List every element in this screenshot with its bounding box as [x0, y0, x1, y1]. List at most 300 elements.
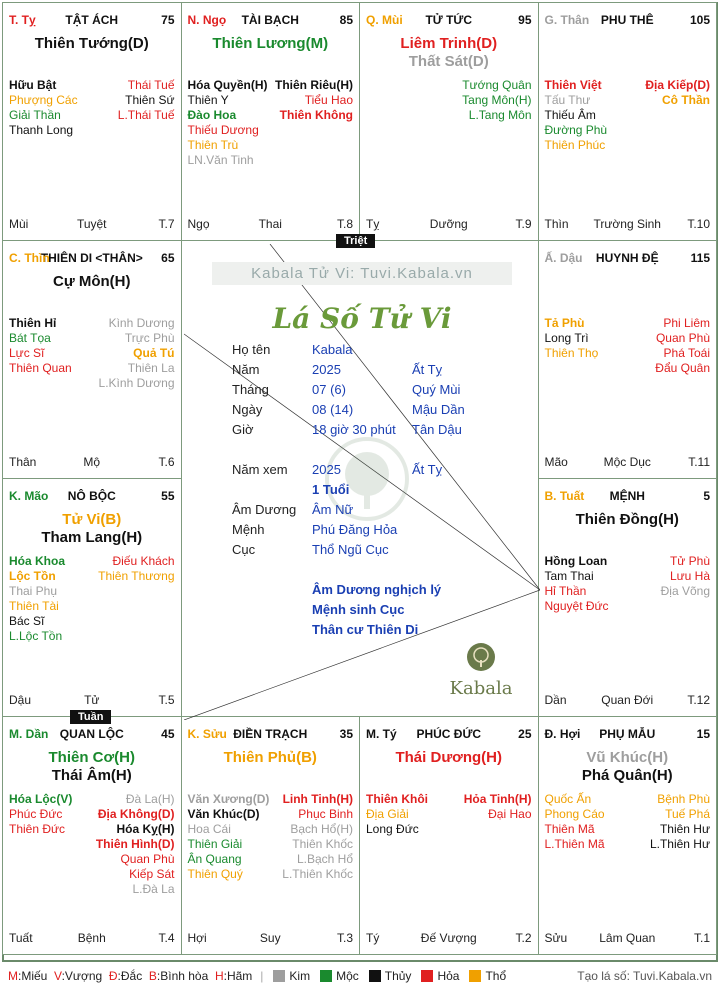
footer-period: T.1: [693, 931, 710, 945]
brand-name: Kabala: [449, 678, 513, 699]
star-right: Thiên Sứ: [125, 93, 175, 107]
star-right: Quan Phù: [655, 331, 710, 345]
palace-footer: [188, 931, 354, 946]
legend-bar: M:Miếu V:Vượng Đ:Đắc B:Bình hòa H:Hãm | Kim Mộc Thủy Hỏa Thổ Tạo lá số: Tuvi.Kabala.vn: [8, 969, 712, 983]
palace-footer: [545, 931, 711, 946]
star-right: Thiên Hình(D): [95, 837, 175, 851]
palace-header: [545, 727, 711, 743]
palace-cell-dan[interactable]: [2, 716, 182, 955]
star-left: Địa Giải: [366, 807, 409, 821]
footer-stage: Tuyệt: [76, 217, 107, 231]
star-left: Phong Cáo: [544, 807, 605, 821]
branch-label: T. Tỵ: [9, 13, 36, 27]
gio-value: 18 giờ 30 phút: [312, 422, 396, 437]
branch-label: Q. Mùi: [366, 13, 403, 27]
star-left: Tấu Thư: [544, 93, 591, 107]
palace-name: PHÚC ĐỨC: [416, 727, 482, 741]
main-star-secondary: Phá Quân(H): [581, 767, 673, 784]
star-row: [188, 93, 354, 108]
minor-stars: [188, 792, 354, 882]
star-right: Phục Binh: [298, 807, 353, 821]
palace-name: TỬ TỨC: [425, 13, 473, 27]
star-row: [545, 331, 711, 346]
star-right: Tuế Phá: [665, 807, 710, 821]
minor-stars: [545, 78, 711, 153]
cuc-label: Cục: [232, 542, 256, 557]
star-row: [366, 108, 532, 123]
star-row: [9, 554, 175, 569]
palace-header: [9, 13, 175, 29]
star-left: Hồng Loan: [544, 554, 608, 568]
palace-name: THIÊN DI <THÂN>: [40, 251, 143, 265]
palace-footer: [9, 455, 175, 470]
star-right: Quả Tú: [133, 346, 175, 360]
ngay-can-chi: Mậu Dần: [412, 402, 465, 417]
star-left: Thiên Quan: [9, 361, 72, 375]
star-left: L.Lộc Tồn: [9, 629, 63, 643]
note-menh-cuc: Mệnh sinh Cục: [312, 602, 405, 617]
palace-name: PHU THÊ: [600, 13, 654, 27]
star-row: [9, 346, 175, 361]
nam-label: Năm: [232, 362, 260, 377]
footer-period: T.10: [687, 217, 710, 231]
palace-cell-ngo[interactable]: [181, 2, 361, 241]
star-left: Thiếu Dương: [187, 123, 259, 137]
minor-stars: [545, 792, 711, 852]
star-row: [366, 93, 532, 108]
star-left: Thai Phụ: [9, 584, 58, 598]
footer-branch: Dậu: [9, 693, 32, 707]
star-right: Điếu Khách: [112, 554, 175, 568]
star-left: Lực Sĩ: [9, 346, 45, 360]
star-left: Thiên Khôi: [366, 792, 428, 806]
palace-cell-hoi[interactable]: [538, 716, 718, 955]
main-star: Thiên Lương(M): [212, 35, 329, 52]
legend-thuy: Thủy: [384, 969, 412, 983]
star-row: [545, 792, 711, 807]
star-row: [9, 316, 175, 331]
palace-age: 75: [161, 13, 175, 27]
palace-name: NÔ BỘC: [67, 489, 116, 503]
star-right: Tang Môn(H): [462, 93, 532, 107]
star-right: Hỏa Tinh(H): [463, 792, 532, 806]
footer-branch: Tuất: [9, 931, 33, 945]
star-left: Thiên Giải: [187, 837, 243, 851]
star-right: Tử Phù: [669, 554, 710, 568]
palace-age: 65: [161, 251, 175, 265]
footer-stage: Thai: [258, 217, 282, 231]
star-right: L.Kình Dương: [98, 376, 175, 390]
credit-text: Tạo lá số: Tuvi.Kabala.vn: [577, 969, 712, 983]
minor-stars: [545, 554, 711, 614]
footer-period: T.4: [158, 931, 175, 945]
star-row: [545, 316, 711, 331]
star-right: L.Thái Tuế: [117, 108, 175, 122]
star-right: Kình Dương: [108, 316, 175, 330]
minor-stars: [9, 78, 175, 138]
star-row: [545, 346, 711, 361]
minor-stars: [366, 792, 532, 837]
menh-label: Mệnh: [232, 522, 265, 537]
footer-stage: Mộc Dục: [603, 455, 651, 469]
star-left: Bát Tọa: [9, 331, 51, 345]
palace-name: ĐIỀN TRẠCH: [233, 727, 308, 741]
star-row: [9, 629, 175, 644]
tho-swatch-icon: [469, 970, 481, 982]
star-left: Thiên Phúc: [544, 138, 606, 152]
legend-dac: Đ:Đắc: [108, 969, 143, 983]
footer-branch: Tý: [366, 931, 380, 945]
branch-label: C. Thìn: [9, 251, 50, 265]
star-right: Đại Hao: [488, 807, 532, 821]
palace-header: [366, 13, 532, 29]
star-right: Tiểu Hao: [304, 93, 353, 107]
legend-vuong: V:Vượng: [54, 969, 103, 983]
main-star-secondary: Tham Lang(H): [41, 529, 143, 546]
star-row: [188, 78, 354, 93]
branch-label: B. Tuất: [544, 489, 585, 503]
star-left: Thiên Thọ: [544, 346, 599, 360]
note-am-duong: Âm Dương nghịch lý: [312, 582, 442, 597]
ngay-label: Ngày: [232, 402, 263, 417]
footer-stage: Đế Vượng: [420, 931, 477, 945]
star-right: Trực Phù: [124, 331, 175, 345]
main-star: Cự Môn(H): [52, 273, 131, 290]
main-star: Thiên Cơ(H): [48, 749, 135, 766]
star-row: [545, 807, 711, 822]
main-star: Thiên Tướng(D): [34, 35, 149, 52]
star-left: Thiên Trù: [187, 138, 239, 152]
star-left: Thiên Quý: [187, 867, 243, 881]
nam-xem-label: Năm xem: [232, 462, 288, 477]
star-row: [188, 153, 354, 168]
star-row: [545, 108, 711, 123]
star-left: Thanh Long: [9, 123, 74, 137]
star-right: Linh Tinh(H): [282, 792, 353, 806]
star-left: Tả Phù: [544, 316, 585, 330]
nam-xem-can-chi: Ất Tỵ: [412, 462, 443, 477]
main-star-secondary: Thất Sát(D): [408, 53, 489, 70]
footer-stage: Suy: [259, 931, 281, 945]
star-right: Đà La(H): [125, 792, 175, 806]
footer-stage: Dưỡng: [429, 217, 468, 231]
minor-stars: [9, 316, 175, 391]
star-right: Thiên Không: [279, 108, 353, 122]
star-row: [9, 852, 175, 867]
footer-period: T.12: [687, 693, 710, 707]
star-left: Văn Khúc(D): [187, 807, 260, 821]
menh-value: Phú Đăng Hỏa: [312, 522, 398, 537]
star-right: L.Bạch Hổ: [296, 852, 353, 866]
star-right: Quan Phù: [120, 852, 175, 866]
footer-period: T.7: [158, 217, 175, 231]
palace-name: HUYNH ĐỆ: [595, 251, 659, 265]
star-row: [9, 599, 175, 614]
star-right: Thiên Thương: [98, 569, 175, 583]
palace-cell-thin[interactable]: [2, 240, 182, 479]
star-row: [9, 331, 175, 346]
star-left: Hỉ Thần: [544, 584, 587, 598]
palace-footer: [9, 931, 175, 946]
star-row: [366, 792, 532, 807]
am-duong-label: Âm Dương: [232, 502, 297, 517]
center-panel: [184, 244, 540, 720]
minor-stars: [188, 78, 354, 168]
palace-footer: [188, 217, 354, 232]
star-right: L.Thiên Hư: [649, 837, 710, 851]
footer-branch: Sửu: [544, 931, 568, 945]
star-row: [9, 584, 175, 599]
star-left: Thiên Tài: [9, 599, 59, 613]
star-right: Tướng Quân: [462, 78, 532, 92]
branch-label: G. Thân: [544, 13, 590, 27]
footer-branch: Hợi: [187, 931, 207, 945]
triet-tag: Triệt: [336, 234, 375, 248]
main-star: Thiên Đồng(H): [575, 511, 679, 528]
palace-age: 115: [690, 251, 710, 265]
branch-label: N. Ngọ: [187, 13, 227, 27]
star-right: Thái Tuế: [127, 78, 175, 92]
star-left: Nguyệt Đức: [544, 599, 609, 613]
palace-header: [9, 727, 175, 743]
star-row: [9, 93, 175, 108]
star-row: [9, 123, 175, 138]
gio-label: Giờ: [232, 422, 254, 437]
star-row: [366, 822, 532, 837]
star-row: [9, 78, 175, 93]
palace-age: 105: [689, 13, 710, 27]
star-left: Thiên Mã: [544, 822, 595, 836]
palace-age: 35: [339, 727, 353, 741]
footer-stage: Tử: [84, 693, 100, 707]
star-right: Hóa Kỵ(H): [116, 822, 175, 836]
footer-stage: Mộ: [83, 455, 101, 469]
legend-ham: H:Hãm: [214, 969, 253, 983]
branch-label: Ấ. Dậu: [544, 251, 583, 265]
star-right: Bệnh Phù: [657, 792, 710, 806]
star-row: [545, 138, 711, 153]
nam-xem-value: 2025: [312, 462, 341, 477]
star-right: Lưu Hà: [669, 569, 710, 583]
palace-cell-suu[interactable]: [181, 716, 361, 955]
star-row: [188, 852, 354, 867]
star-right: L.Đà La: [132, 882, 175, 896]
star-left: Thiếu Âm: [544, 108, 596, 122]
star-row: [366, 807, 532, 822]
main-star: Tử Vi(B): [62, 511, 122, 528]
palace-footer: [366, 931, 532, 946]
palace-name: TẬT ÁCH: [65, 13, 119, 27]
minor-stars: [545, 316, 711, 376]
branch-label: K. Mão: [9, 489, 49, 503]
palace-cell-mao[interactable]: [2, 478, 182, 717]
legend-kim: Kim: [289, 969, 311, 983]
palace-name: PHỤ MẪU: [599, 727, 656, 741]
star-row: [9, 837, 175, 852]
palace-header: [188, 13, 354, 29]
palace-footer: [9, 217, 175, 232]
star-right: Phá Toái: [663, 346, 710, 360]
palace-age: 5: [703, 489, 710, 503]
thang-value: 07 (6): [312, 382, 346, 397]
legend-moc: Mộc: [336, 969, 359, 983]
palace-age: 45: [161, 727, 175, 741]
star-right: Thiên Khốc: [292, 837, 353, 851]
star-left: Bác Sĩ: [9, 614, 45, 628]
star-left: Hóa Khoa: [9, 554, 66, 568]
legend-mieu: M:Miếu: [8, 969, 48, 983]
star-left: Thiên Hỉ: [9, 316, 57, 330]
palace-age: 85: [339, 13, 353, 27]
star-left: Thiên Y: [187, 93, 229, 107]
star-row: [545, 569, 711, 584]
footer-branch: Mão: [544, 455, 568, 469]
moc-swatch-icon: [320, 970, 332, 982]
star-left: Phúc Đức: [9, 807, 63, 821]
star-row: [545, 93, 711, 108]
star-row: [9, 792, 175, 807]
palace-cell-tuat[interactable]: [538, 478, 718, 717]
main-star-secondary: Thái Âm(H): [51, 767, 132, 784]
footer-period: T.11: [688, 455, 710, 469]
star-left: Hóa Quyền(H): [187, 78, 268, 92]
star-left: Hữu Bật: [9, 78, 57, 92]
star-right: Cô Thần: [662, 93, 710, 107]
star-left: Văn Xương(D): [187, 792, 270, 806]
minor-stars: [9, 792, 175, 897]
main-star: Thái Dương(H): [395, 749, 502, 766]
palace-cell-dau[interactable]: [538, 240, 718, 479]
star-row: [9, 361, 175, 376]
star-row: [545, 123, 711, 138]
star-row: [366, 78, 532, 93]
star-row: [188, 792, 354, 807]
palace-name: MỆNH: [609, 489, 645, 503]
star-row: [9, 807, 175, 822]
star-row: [9, 108, 175, 123]
footer-period: T.8: [336, 217, 353, 231]
palace-header: [9, 251, 175, 267]
star-right: Thiên Hư: [659, 822, 710, 836]
palace-cell-mui[interactable]: [359, 2, 539, 241]
branch-label: K. Sửu: [187, 727, 227, 741]
star-row: [9, 882, 175, 897]
palace-header: [545, 251, 711, 267]
star-left: Long Đức: [366, 822, 419, 836]
star-left: Tam Thai: [544, 569, 594, 583]
star-right: Địa Kiếp(D): [645, 78, 710, 92]
palace-header: [188, 727, 354, 743]
footer-period: T.2: [515, 931, 532, 945]
star-row: [545, 599, 711, 614]
ho-ten-label: Họ tên: [232, 342, 271, 357]
palace-header: [9, 489, 175, 505]
star-right: Bạch Hổ(H): [290, 822, 353, 836]
hoa-swatch-icon: [421, 970, 433, 982]
star-right: Kiếp Sát: [129, 867, 175, 881]
footer-stage: Lâm Quan: [599, 931, 656, 945]
chart-title: Lá Số Tử Vi: [272, 302, 452, 335]
footer-stage: Bệnh: [77, 931, 106, 945]
star-left: Thiên Đức: [9, 822, 66, 836]
palace-header: [366, 727, 532, 743]
tuan-tag: Tuần: [70, 710, 111, 724]
main-star: Vũ Khúc(H): [586, 749, 669, 766]
star-row: [9, 569, 175, 584]
star-left: Đào Hoa: [187, 108, 237, 122]
gio-can-chi: Tân Dậu: [412, 422, 462, 437]
footer-branch: Thân: [9, 455, 37, 469]
star-left: Thiên Việt: [544, 78, 602, 92]
star-right: Địa Võng: [660, 584, 710, 598]
star-row: [188, 837, 354, 852]
palace-cell-ti[interactable]: [359, 716, 539, 955]
footer-period: T.3: [336, 931, 353, 945]
footer-branch: Thìn: [544, 217, 569, 231]
footer-branch: Tỵ: [366, 217, 380, 231]
minor-stars: [9, 554, 175, 644]
star-row: [545, 78, 711, 93]
palace-name: QUAN LỘC: [59, 727, 124, 741]
star-right: Địa Không(D): [97, 807, 175, 821]
star-row: [188, 108, 354, 123]
palace-cell-than_cell[interactable]: [538, 2, 718, 241]
footer-branch: Dần: [544, 693, 567, 707]
watermark-text: Kabala Tử Vi: Tuvi.Kabala.vn: [212, 262, 512, 285]
thuy-swatch-icon: [369, 970, 381, 982]
footer-stage: Trường Sinh: [593, 217, 661, 231]
ngay-value: 08 (14): [312, 402, 354, 417]
palace-age: 55: [161, 489, 175, 503]
palace-header: [545, 489, 711, 505]
star-row: [545, 837, 711, 852]
star-left: Lộc Tồn: [9, 569, 56, 583]
nam-value: 2025: [312, 362, 341, 377]
palace-footer: [9, 693, 175, 708]
star-row: [545, 584, 711, 599]
star-right: L.Tang Môn: [468, 108, 532, 122]
cuc-value: Thổ Ngũ Cục: [312, 542, 389, 557]
kim-swatch-icon: [273, 970, 285, 982]
footer-stage: Quan Đới: [601, 693, 654, 707]
star-left: L.Thiên Mã: [544, 837, 605, 851]
star-row: [545, 554, 711, 569]
footer-period: T.6: [158, 455, 175, 469]
footer-period: T.5: [158, 693, 175, 707]
palace-age: 95: [518, 13, 532, 27]
main-star: Liêm Trinh(D): [400, 35, 498, 52]
legend-binh-hoa: B:Bình hòa: [148, 969, 209, 983]
palace-cell-ty[interactable]: [2, 2, 182, 241]
star-left: LN.Văn Tinh: [187, 153, 254, 167]
star-row: [188, 867, 354, 882]
star-row: [9, 376, 175, 391]
nam-can-chi: Ất Tỵ: [412, 362, 443, 377]
thang-label: Tháng: [232, 382, 269, 397]
branch-label: M. Dần: [9, 727, 49, 741]
star-left: Hóa Lộc(V): [9, 792, 73, 806]
footer-branch: Ngọ: [187, 217, 210, 231]
star-left: Đường Phù: [544, 123, 608, 137]
minor-stars: [366, 78, 532, 123]
star-right: Thiên La: [127, 361, 175, 375]
star-row: [188, 807, 354, 822]
palace-footer: [366, 217, 532, 232]
am-duong-value: Âm Nữ: [312, 502, 354, 517]
palace-footer: [545, 455, 711, 470]
palace-footer: [545, 693, 711, 708]
star-row: [9, 822, 175, 837]
